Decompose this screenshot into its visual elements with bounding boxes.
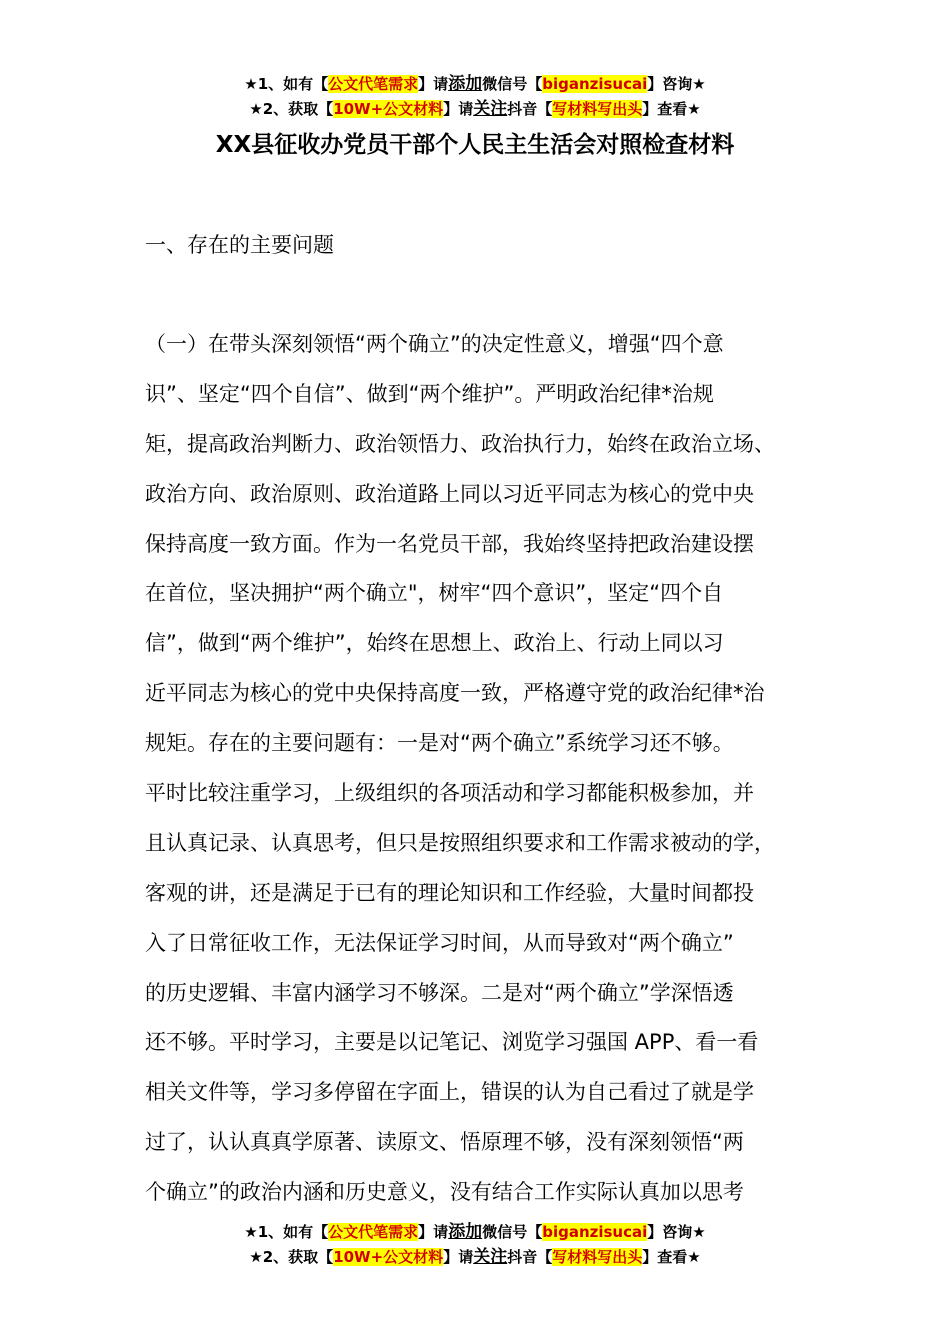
body-line: 平时比较注重学习，上级组织的各项活动和学习都能积极参加，并 <box>145 781 754 806</box>
section-heading: 一、存在的主要问题 <box>145 233 334 257</box>
body-line: 的历史逻辑、丰富内涵学习不够深。二是对“两个确立”学深悟透 <box>145 980 734 1005</box>
body-line: 矩，提高政治判断力、政治领悟力、政治执行力，始终在政治立场、 <box>145 431 775 456</box>
body-line: 过了，认认真真学原著、读原文、悟原理不够，没有深刻领悟“两 <box>145 1130 744 1155</box>
highlight-materials: 10W+公文材料 <box>333 1248 444 1266</box>
body-line: 个确立”的政治内涵和历史意义，没有结合工作实际认真加以思考 <box>145 1180 744 1205</box>
body-line: 入了日常征收工作，无法保证学习时间，从而导致对“两个确立” <box>145 930 734 955</box>
highlight-wechat-id: biganzisucai <box>542 1223 648 1241</box>
body-line: 政治方向、政治原则、政治道路上同以习近平同志为核心的党中央 <box>145 481 754 506</box>
body-line: 信”，做到“两个维护”，始终在思想上、政治上、行动上同以习 <box>145 631 724 656</box>
body-line: 客观的讲，还是满足于已有的理论知识和工作经验，大量时间都投 <box>145 880 754 905</box>
body-line: 近平同志为核心的党中央保持高度一致，严格遵守党的政治纪律*治 <box>145 681 765 706</box>
promo-line-2: ★2、获取【10W+公文材料】请关注抖音【写材料写出头】查看★ <box>249 1247 701 1267</box>
body-line: （一）在带头深刻领悟“两个确立”的决定性意义，增强“四个意 <box>145 332 724 356</box>
body-line: 且认真记录、认真思考，但只是按照组织要求和工作需求被动的学， <box>145 830 775 855</box>
promo-banner-bottom <box>0 1220 950 1270</box>
body-line: 相关文件等，学习多停留在字面上，错误的认为自己看过了就是学 <box>145 1080 754 1105</box>
promo-line-2: ★2、获取【10W+公文材料】请关注抖音【写材料写出头】查看★ <box>249 99 701 119</box>
body-line: 保持高度一致方面。作为一名党员干部，我始终坚持把政治建设摆 <box>145 531 754 556</box>
highlight-douyin: 写材料写出头 <box>552 100 643 118</box>
body-line: 还不够。平时学习，主要是以记笔记、浏览学习强国 APP、看一看 <box>145 1030 759 1055</box>
body-paragraph <box>145 326 835 1224</box>
highlight-douyin: 写材料写出头 <box>552 1248 643 1266</box>
highlight-service: 公文代笔需求 <box>328 75 419 93</box>
body-line: 识”、坚定“四个自信”、做到“两个维护”。严明政治纪律*治规 <box>145 381 714 406</box>
promo-line-1: ★1、如有【公文代笔需求】请添加微信号【biganzisucai】咨询★ <box>244 74 706 94</box>
promo-line-1: ★1、如有【公文代笔需求】请添加微信号【biganzisucai】咨询★ <box>244 1222 706 1242</box>
body-line: 规矩。存在的主要问题有：一是对“两个确立”系统学习还不够。 <box>145 731 734 756</box>
highlight-service: 公文代笔需求 <box>328 1223 419 1241</box>
promo-banner-top <box>0 72 950 122</box>
body-line: 在首位，坚决拥护“两个确立"，树牢“四个意识”，坚定“四个自 <box>145 581 724 606</box>
highlight-materials: 10W+公文材料 <box>333 100 444 118</box>
highlight-wechat-id: biganzisucai <box>542 75 648 93</box>
document-title: XX县征收办党员干部个人民主生活会对照检查材料 <box>215 132 735 158</box>
